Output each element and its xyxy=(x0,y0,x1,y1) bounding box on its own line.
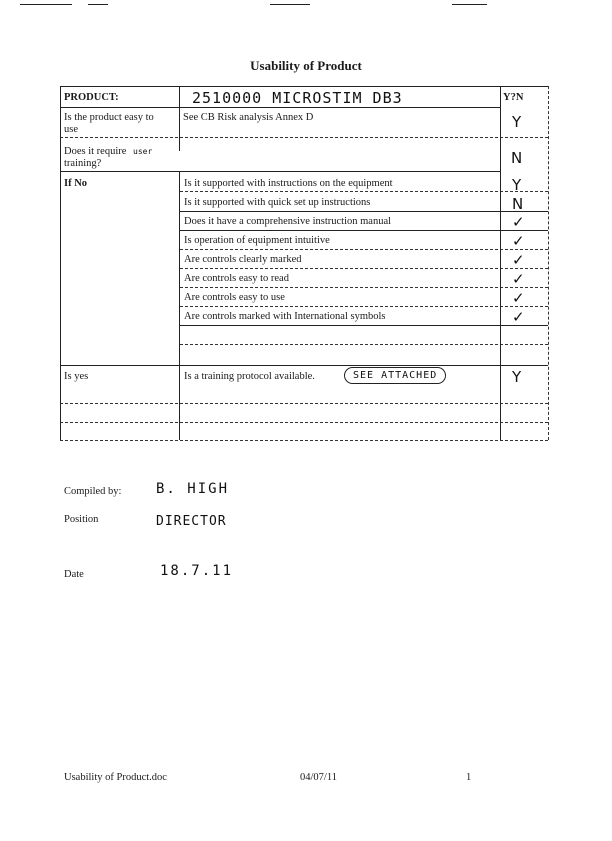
table-right-border xyxy=(548,86,549,440)
if-no-item: Is it supported with quick set up instructions xyxy=(184,197,371,208)
if-yes-label: Is yes xyxy=(64,371,89,382)
row-line xyxy=(180,287,548,288)
training-label-handwritten: user xyxy=(133,147,153,156)
row-line xyxy=(180,268,548,269)
page-title: Usability of Product xyxy=(250,58,362,73)
training-protocol-question: Is a training protocol available. xyxy=(184,371,315,382)
footer-page-number: 1 xyxy=(466,772,472,783)
scan-artifact-line xyxy=(88,4,108,5)
footer-filename: Usability of Product.doc xyxy=(64,772,167,783)
training-label-text: Does it require xyxy=(64,146,127,157)
if-no-answer: Y xyxy=(512,176,522,194)
training-answer: N xyxy=(511,149,523,167)
column-line xyxy=(500,86,501,440)
compiled-by-label: Compiled by: xyxy=(64,486,122,497)
if-no-answer: ✓ xyxy=(512,308,525,326)
row-line xyxy=(60,137,548,138)
training-protocol-answer: Y xyxy=(512,368,522,386)
date-label: Date xyxy=(64,569,84,580)
row-line xyxy=(180,249,548,250)
table-bottom-border xyxy=(60,440,548,441)
easy-to-use-label: Is the product easy to xyxy=(64,112,154,123)
training-label xyxy=(64,146,152,158)
compiled-by-value: B. HIGH xyxy=(156,481,230,497)
position-value: DIRECTOR xyxy=(156,514,227,529)
if-no-item: Is it supported with instructions on the equipment xyxy=(184,178,393,189)
row-line xyxy=(60,171,500,172)
if-no-item: Are controls easy to use xyxy=(184,292,285,303)
if-no-answer: N xyxy=(512,195,524,213)
training-label-cont: training? xyxy=(64,158,102,169)
if-no-item: Are controls clearly marked xyxy=(184,254,302,265)
row-line xyxy=(180,230,548,231)
if-no-item: Are controls marked with International symbols xyxy=(184,311,386,322)
row-line xyxy=(180,191,548,192)
if-no-answer: ✓ xyxy=(512,289,525,307)
scan-artifact-line xyxy=(20,4,72,5)
if-no-label: If No xyxy=(64,178,88,189)
if-no-item: Are controls easy to read xyxy=(184,273,289,284)
date-value: 18.7.11 xyxy=(160,563,234,579)
footer-date: 04/07/11 xyxy=(300,772,337,783)
easy-to-use-note: See CB Risk analysis Annex D xyxy=(183,112,314,123)
if-no-item: Does it have a comprehensive instruction manual xyxy=(184,216,392,227)
yn-header: Y?N xyxy=(503,92,524,103)
row-line xyxy=(180,325,548,326)
position-label: Position xyxy=(64,514,99,525)
row-line xyxy=(60,107,500,108)
if-no-answer: ✓ xyxy=(512,213,525,231)
if-no-answer: ✓ xyxy=(512,251,525,269)
see-attached-text: SEE ATTACHED xyxy=(353,370,438,381)
column-line xyxy=(179,171,180,440)
if-no-answer: ✓ xyxy=(512,232,525,250)
easy-to-use-label-cont: use xyxy=(64,124,78,135)
row-line xyxy=(60,365,548,366)
table-top-border xyxy=(60,86,548,87)
product-label: PRODUCT: xyxy=(64,92,119,103)
if-no-answer: ✓ xyxy=(512,270,525,288)
easy-to-use-answer: Y xyxy=(512,113,522,131)
see-attached-note xyxy=(344,367,446,384)
row-line xyxy=(180,306,548,307)
column-line xyxy=(179,86,180,151)
product-value: 2510000 MICROSTIM DB3 xyxy=(192,89,403,107)
row-line xyxy=(60,403,548,404)
table-left-border xyxy=(60,86,61,440)
if-no-item: Is operation of equipment intuitive xyxy=(184,235,330,246)
row-line xyxy=(180,211,548,212)
scan-artifact-line xyxy=(270,4,310,5)
row-line xyxy=(60,422,548,423)
row-line xyxy=(180,344,548,345)
scan-artifact-line xyxy=(452,4,487,5)
